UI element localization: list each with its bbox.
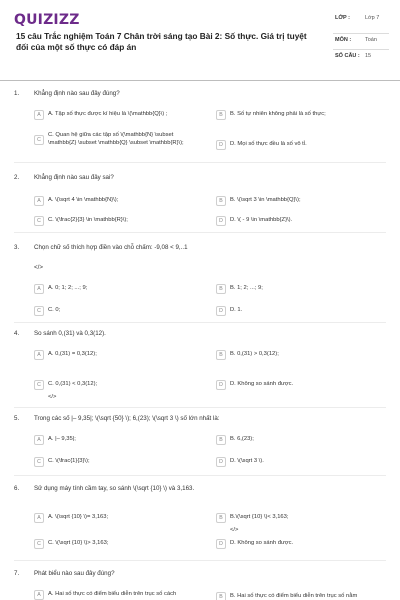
option-c[interactable] bbox=[34, 457, 90, 467]
option-text: D. Mọi số thực đều là số vô tỉ. bbox=[230, 141, 307, 148]
option-letter: C bbox=[34, 539, 44, 549]
option-c-body bbox=[48, 372, 97, 400]
option-b[interactable] bbox=[216, 284, 263, 294]
question-divider bbox=[14, 560, 386, 561]
meta-table bbox=[333, 12, 389, 66]
option-d[interactable] bbox=[216, 380, 293, 390]
question-number: 5. bbox=[14, 415, 20, 422]
option-letter: D bbox=[216, 457, 226, 467]
header-divider bbox=[0, 80, 400, 81]
option-text: A. 0; 1; 2; ...; 9; bbox=[48, 285, 88, 292]
option-letter: C bbox=[34, 135, 44, 145]
option-text: C. Quan hệ giữa các tập số \(\mathbb{N} \subset \mathbb{Z} \subset \mathbb{Q} \subset \mathbb{R}\); bbox=[48, 132, 184, 146]
meta-count-label: SỐ CÂU : bbox=[335, 53, 360, 59]
option-letter: D bbox=[216, 539, 226, 549]
option-letter: C bbox=[34, 380, 44, 390]
question-text: Sử dụng máy tính cầm tay, so sánh \(\sqrt {10} \) và 3,163. bbox=[34, 485, 195, 492]
option-text: B. Số tự nhiên không phải là số thực; bbox=[230, 111, 326, 118]
option-letter: B bbox=[216, 196, 226, 206]
option-extra: </> bbox=[48, 394, 57, 400]
option-letter: B bbox=[216, 110, 226, 120]
question-divider bbox=[14, 162, 386, 163]
option-text: B. \(\sqrt 3 \in \mathbb{Q}\); bbox=[230, 197, 301, 204]
option-b[interactable] bbox=[216, 110, 386, 120]
question-text: Trong các số |– 9,35|; \(\sqrt {50} \); 6,(23); \(\sqrt 3 \) số lớn nhất là: bbox=[34, 415, 220, 422]
question-text: So sánh 0,(31) và 0,3(12). bbox=[34, 330, 106, 337]
option-letter: C bbox=[34, 306, 44, 316]
option-letter: D bbox=[216, 380, 226, 390]
option-b[interactable] bbox=[216, 350, 279, 360]
option-letter: C bbox=[34, 216, 44, 226]
option-c[interactable] bbox=[34, 306, 60, 316]
option-text: A. Tập số thực được kí hiệu là \(\mathbb{Q}\) ; bbox=[48, 111, 168, 118]
option-text: D. 1. bbox=[230, 307, 243, 314]
option-text: A. Hai số thực có điểm biểu diễn trên trục số cách bbox=[48, 591, 177, 598]
meta-class-label: LỚP : bbox=[335, 15, 350, 21]
meta-subject-row bbox=[333, 34, 389, 50]
option-b[interactable] bbox=[216, 435, 254, 445]
option-letter: A bbox=[34, 513, 44, 523]
option-d[interactable] bbox=[216, 216, 292, 226]
option-a[interactable] bbox=[34, 196, 118, 206]
option-text: B.\(\sqrt {10} \)< 3,163; bbox=[230, 514, 289, 520]
option-b[interactable] bbox=[216, 592, 357, 600]
option-text: B. 0,(31) > 0,3(12); bbox=[230, 351, 279, 358]
option-c[interactable] bbox=[34, 132, 206, 147]
option-letter: A bbox=[34, 284, 44, 294]
option-letter: C bbox=[34, 457, 44, 467]
meta-class-row bbox=[333, 12, 389, 34]
option-text: A. \(\sqrt 4 \in \mathbb{N}\); bbox=[48, 197, 119, 204]
option-c[interactable] bbox=[34, 372, 97, 400]
option-text: A. |– 9,35|; bbox=[48, 436, 76, 443]
option-text: C. \(\sqrt {10} \)> 3,163; bbox=[48, 540, 109, 547]
option-letter: A bbox=[34, 590, 44, 600]
option-text: D. \(\sqrt 3 \). bbox=[230, 458, 264, 465]
question-divider bbox=[14, 475, 386, 476]
worksheet-title: 15 câu Trắc nghiệm Toán 7 Chân trời sáng tạo Bài 2: Số thực. Giá trị tuyệt đối của một số thực có đáp án bbox=[16, 31, 307, 52]
meta-subject-value: Toán bbox=[365, 37, 377, 43]
option-text: C. \(\frac{2}{3} \in \mathbb{R}\); bbox=[48, 217, 128, 224]
option-text: D. Không so sánh được. bbox=[230, 540, 294, 547]
option-letter: D bbox=[216, 140, 226, 150]
question-number: 1. bbox=[14, 90, 20, 97]
option-extra: </> bbox=[230, 527, 239, 533]
option-d[interactable] bbox=[216, 306, 242, 316]
meta-class-value: Lớp 7 bbox=[365, 15, 380, 21]
meta-count-row bbox=[333, 50, 389, 66]
option-text: B. Hai số thực có điểm biểu diễn trên trục số nằm bbox=[230, 593, 358, 600]
option-a[interactable] bbox=[34, 110, 204, 120]
option-letter: D bbox=[216, 306, 226, 316]
meta-subject-label: MÔN : bbox=[335, 37, 352, 43]
question-text: Chọn chữ số thích hợp điền vào chỗ chấm: -9,08 < 9,..1 bbox=[34, 244, 188, 251]
question-number: 6. bbox=[14, 485, 20, 492]
question-number: 2. bbox=[14, 174, 20, 181]
option-letter: B bbox=[216, 435, 226, 445]
option-b-body bbox=[230, 505, 289, 533]
option-text: D. Không so sánh được. bbox=[230, 381, 294, 388]
option-letter: B bbox=[216, 350, 226, 360]
option-letter: B bbox=[216, 513, 226, 523]
meta-count-value: 15 bbox=[365, 53, 372, 59]
option-b[interactable] bbox=[216, 196, 301, 206]
option-letter: B bbox=[216, 284, 226, 294]
option-letter: D bbox=[216, 216, 226, 226]
option-letter: A bbox=[34, 435, 44, 445]
option-a[interactable] bbox=[34, 284, 87, 294]
question-number: 4. bbox=[14, 330, 20, 337]
option-text: C. 0; bbox=[48, 307, 61, 314]
question-number: 3. bbox=[14, 244, 20, 251]
option-letter: A bbox=[34, 110, 44, 120]
option-a[interactable] bbox=[34, 513, 108, 523]
option-letter: A bbox=[34, 350, 44, 360]
option-letter: B bbox=[216, 592, 226, 600]
option-text: A. 0,(31) = 0,3(12); bbox=[48, 351, 97, 358]
option-c[interactable] bbox=[34, 539, 108, 549]
option-text: C. 0,(31) < 0,3(12); bbox=[48, 381, 98, 387]
option-a[interactable] bbox=[34, 350, 97, 360]
option-a[interactable] bbox=[34, 590, 176, 600]
option-text: B. 6,(23); bbox=[230, 436, 254, 443]
option-b[interactable] bbox=[216, 505, 289, 533]
question-text: Phát biểu nào sau đây đúng? bbox=[34, 570, 115, 577]
question-number: 7. bbox=[14, 570, 20, 577]
option-c[interactable] bbox=[34, 216, 128, 226]
question-text: Khẳng định nào sau đây sai? bbox=[34, 174, 114, 181]
option-text: B. 1; 2; ...; 9; bbox=[230, 285, 263, 292]
question-divider bbox=[14, 407, 386, 408]
option-d[interactable] bbox=[216, 140, 386, 150]
question-text: Khẳng định nào sau đây đúng? bbox=[34, 90, 120, 97]
option-text: C. \(\frac{1}{3}\); bbox=[48, 458, 90, 465]
option-text: A. \(\sqrt {10} \)= 3,163; bbox=[48, 514, 109, 521]
question-divider bbox=[14, 322, 386, 323]
question-extra: </> bbox=[34, 264, 43, 271]
quizizz-logo: QUIZIZZ bbox=[14, 12, 80, 28]
option-a[interactable] bbox=[34, 435, 76, 445]
worksheet-header bbox=[0, 0, 400, 74]
option-text: D. \( - 9 \in \mathbb{Z}\). bbox=[230, 217, 293, 224]
option-d[interactable] bbox=[216, 457, 264, 467]
option-d[interactable] bbox=[216, 539, 293, 549]
option-letter: A bbox=[34, 196, 44, 206]
question-divider bbox=[14, 232, 386, 233]
